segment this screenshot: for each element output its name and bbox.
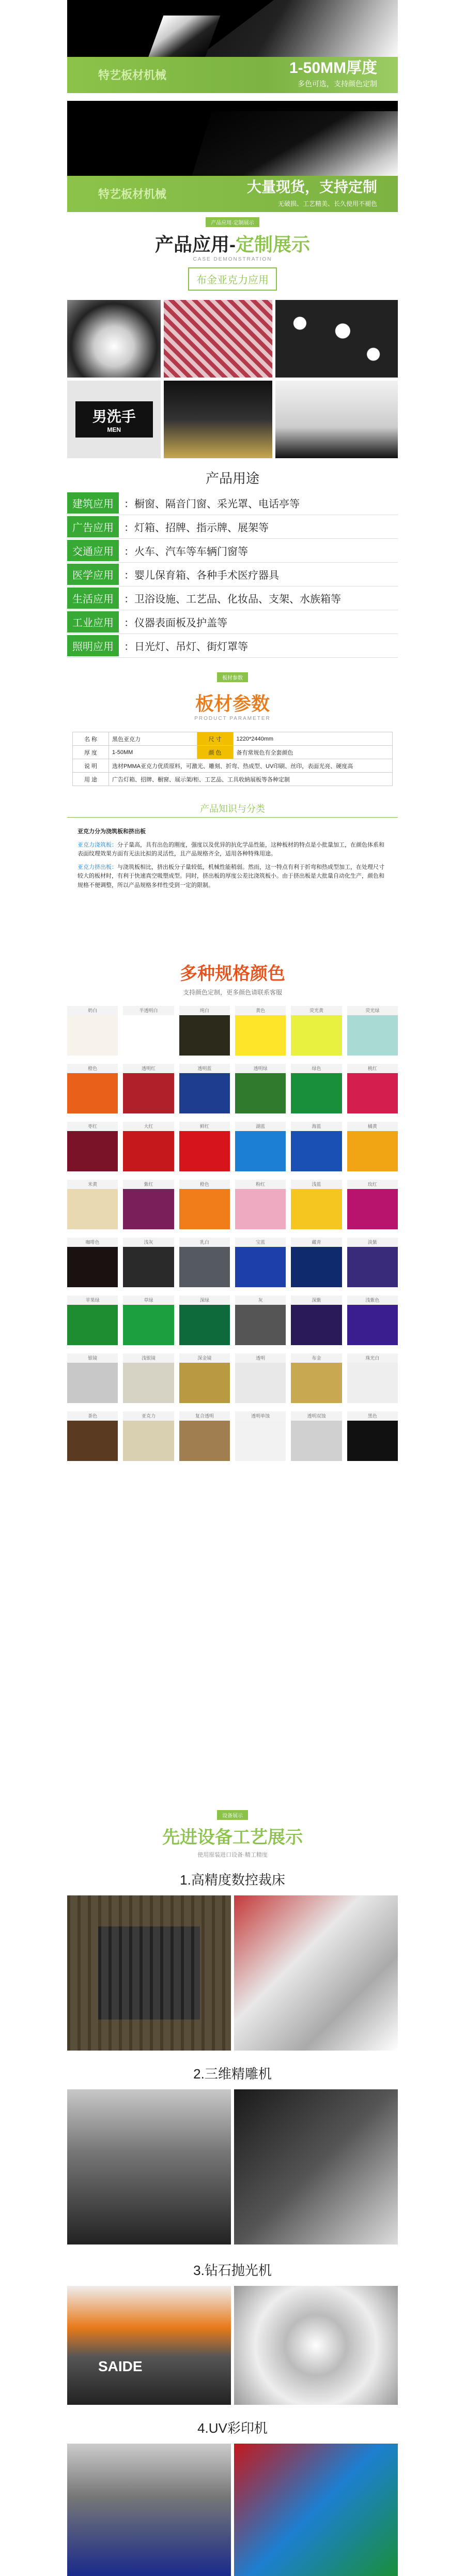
black-sheet-photo <box>191 111 398 178</box>
color-swatch-sample <box>67 1189 118 1229</box>
color-swatch-label: 荧光黄 <box>291 1006 342 1015</box>
knowledge-title: 产品知识与分类 <box>67 802 398 818</box>
color-swatch <box>291 1295 342 1345</box>
color-swatch <box>123 1353 174 1403</box>
color-swatch-label: 玫红 <box>347 1180 398 1189</box>
color-swatch <box>347 1295 398 1345</box>
color-swatch-sample <box>67 1131 118 1171</box>
cut-sheets-photo <box>234 1895 398 2051</box>
color-swatch-sample <box>235 1015 286 1056</box>
color-swatch-sample <box>235 1363 286 1403</box>
color-swatch-label: 紫红 <box>123 1180 174 1189</box>
saide-brand-text: SAIDE <box>98 2358 143 2374</box>
color-swatch-label: 透明 <box>235 1353 286 1363</box>
color-swatch-sample <box>123 1363 174 1403</box>
color-swatch-sample <box>123 1073 174 1113</box>
color-swatch <box>347 1122 398 1171</box>
dome-photo <box>67 300 161 378</box>
params-english: PRODUCT PARAMETER <box>194 716 271 721</box>
color-swatch-sample <box>67 1305 118 1345</box>
hero-logo-2: 特艺板材机械 <box>98 188 167 201</box>
color-swatch <box>291 1411 342 1461</box>
color-swatch-sample <box>235 1131 286 1171</box>
color-swatch-sample <box>123 1305 174 1345</box>
step-2-title: 2.三维精雕机 <box>193 2066 272 2082</box>
color-swatch-label: 深金镜 <box>179 1353 230 1363</box>
color-swatch-label: 淡紫 <box>347 1238 398 1247</box>
color-swatch-sample <box>235 1189 286 1229</box>
params-header <box>0 672 465 721</box>
color-swatch <box>291 1353 342 1403</box>
color-swatch <box>235 1295 286 1345</box>
color-swatch-label: 复合透明 <box>179 1411 230 1421</box>
color-swatch <box>235 1006 286 1056</box>
color-swatch-label: 湖蓝 <box>235 1122 286 1131</box>
hero-subtitle-2: 无破损、工艺精美、长久使用不褪色 <box>277 200 377 207</box>
color-swatch-label: 大红 <box>123 1122 174 1131</box>
color-swatch <box>291 1006 342 1056</box>
color-swatch <box>179 1122 230 1171</box>
color-swatch-sample <box>123 1015 174 1056</box>
color-swatch-label: 灰 <box>235 1295 286 1305</box>
color-swatch-label: 藏青 <box>291 1238 342 1247</box>
color-swatch <box>347 1353 398 1403</box>
use-row: 医学应用 ：婴儿保育箱、各种手术医疗器具 <box>67 563 398 586</box>
color-swatch-sample <box>347 1189 398 1229</box>
color-swatch-label: 亚克力 <box>123 1411 174 1421</box>
color-swatch-sample <box>291 1131 342 1171</box>
color-swatch <box>67 1006 118 1056</box>
color-swatch-sample <box>179 1189 230 1229</box>
color-swatch-grid <box>67 1006 398 1461</box>
colors-subtitle: 支持颜色定制，更多颜色请联系客服 <box>182 989 282 996</box>
use-row: 建筑应用 ：橱窗、隔音门窗、采光罩、电话亭等 <box>67 491 398 515</box>
color-swatch-sample <box>291 1363 342 1403</box>
section-tag: 设备展示 <box>217 1810 248 1820</box>
color-swatch-label: 绿色 <box>291 1064 342 1073</box>
color-swatch <box>123 1295 174 1345</box>
color-swatch-label: 透明红 <box>123 1064 174 1073</box>
step-3-title: 3.钻石抛光机 <box>193 2263 272 2278</box>
knowledge-header <box>0 802 465 818</box>
uv-printer-photo <box>67 2444 231 2576</box>
color-swatch-label: 鲜红 <box>179 1122 230 1131</box>
color-swatch-sample <box>123 1247 174 1287</box>
color-swatch-sample <box>179 1305 230 1345</box>
engraving-machine-photo <box>67 2089 231 2244</box>
color-swatch-label: 乳白 <box>179 1238 230 1247</box>
uses-list <box>67 491 398 658</box>
color-swatch <box>347 1006 398 1056</box>
cnc-cut-photo <box>67 1895 231 2051</box>
color-swatch-sample <box>67 1421 118 1461</box>
color-swatch <box>123 1411 174 1461</box>
color-swatch-sample <box>291 1247 342 1287</box>
display-stand-photo <box>164 381 272 458</box>
color-swatch <box>347 1238 398 1287</box>
application-english: CASE DEMONSTRATION <box>193 257 272 262</box>
color-swatch-sample <box>291 1421 342 1461</box>
color-swatch-label: 深紫 <box>291 1295 342 1305</box>
pattern-panel-photo <box>164 300 272 378</box>
application-photos <box>67 300 398 458</box>
color-swatch <box>67 1295 118 1345</box>
color-swatch-sample <box>235 1073 286 1113</box>
acrylic-sheet-photo <box>191 0 398 62</box>
color-swatch-sample <box>67 1073 118 1113</box>
color-swatch-sample <box>179 1363 230 1403</box>
color-swatch-sample <box>291 1073 342 1113</box>
color-swatch-sample <box>291 1189 342 1229</box>
use-row: 交通应用 ：火车、汽车等车辆门窗等 <box>67 539 398 563</box>
color-swatch-label: 珠光白 <box>347 1353 398 1363</box>
color-swatch-label: 茶色 <box>67 1411 118 1421</box>
color-swatch <box>67 1411 118 1461</box>
color-swatch-sample <box>347 1247 398 1287</box>
color-swatch <box>235 1238 286 1287</box>
color-swatch-label: 纯白 <box>179 1006 230 1015</box>
application-title: 产品应用-定制展示 <box>154 234 310 255</box>
step-4-title: 4.UV彩印机 <box>197 2420 268 2436</box>
restroom-sign: 男洗手 MEN <box>75 401 153 438</box>
color-swatch <box>235 1064 286 1113</box>
color-swatch-label: 咖啡色 <box>67 1238 118 1247</box>
color-swatch-label: 半透明白 <box>123 1006 174 1015</box>
color-swatch-label: 浅银镜 <box>123 1353 174 1363</box>
params-title: 板材参数 <box>195 693 270 714</box>
colors-header <box>0 959 465 997</box>
color-swatch <box>179 1006 230 1056</box>
color-swatch <box>235 1411 286 1461</box>
color-swatch-sample <box>179 1073 230 1113</box>
application-pill: 布金亚克力应用 <box>188 267 277 291</box>
color-swatch-label: 橙色 <box>67 1064 118 1073</box>
color-swatch-sample <box>67 1015 118 1056</box>
use-row: 广告应用 ：灯箱、招牌、指示牌、展架等 <box>67 515 398 539</box>
color-swatch <box>67 1180 118 1229</box>
color-swatch-label: 浅蓝 <box>291 1180 342 1189</box>
color-swatch-sample <box>347 1305 398 1345</box>
process-header <box>0 1810 465 1859</box>
hero-subtitle: 多色可选，支持颜色定制 <box>298 80 377 88</box>
polishing-machine-photo <box>67 2286 231 2405</box>
application-section-header <box>0 217 465 291</box>
color-swatch <box>123 1064 174 1113</box>
color-swatch-label: 橙色 <box>179 1180 230 1189</box>
color-swatch-label: 透明双蚀 <box>291 1411 342 1421</box>
color-swatch <box>347 1180 398 1229</box>
section-tag: 板材参数 <box>217 672 248 682</box>
color-swatch-sample <box>179 1247 230 1287</box>
hero-banner-1 <box>67 0 398 93</box>
color-swatch <box>291 1180 342 1229</box>
color-swatch-sample <box>347 1421 398 1461</box>
color-swatch-label: 草绿 <box>123 1295 174 1305</box>
color-swatch-label: 布金 <box>291 1353 342 1363</box>
color-swatch <box>235 1180 286 1229</box>
use-row: 生活应用 ：卫浴设施、工艺品、化妆品、支架、水族箱等 <box>67 586 398 610</box>
color-swatch-label: 深绿 <box>179 1295 230 1305</box>
color-swatch-label: 海蓝 <box>291 1122 342 1131</box>
color-swatch-label: 浅紫色 <box>347 1295 398 1305</box>
use-row: 照明应用 ：日光灯、吊灯、街灯罩等 <box>67 634 398 658</box>
art-panel-photo <box>275 300 398 378</box>
color-swatch <box>179 1295 230 1345</box>
color-swatch <box>291 1064 342 1113</box>
color-swatch-label: 枣红 <box>67 1122 118 1131</box>
color-swatch-sample <box>123 1131 174 1171</box>
color-swatch <box>123 1180 174 1229</box>
color-swatch <box>67 1353 118 1403</box>
process-title: 先进设备工艺展示 <box>162 1828 303 1847</box>
color-swatch-sample <box>291 1015 342 1056</box>
color-swatch <box>235 1122 286 1171</box>
color-swatch-label: 苹果绿 <box>67 1295 118 1305</box>
colors-title: 多种规格颜色 <box>180 964 285 984</box>
color-swatch-sample <box>291 1305 342 1345</box>
color-swatch <box>67 1238 118 1287</box>
color-swatch-label: 透明单蚀 <box>235 1411 286 1421</box>
color-swatch <box>123 1238 174 1287</box>
engraving-closeup-photo <box>234 2089 398 2244</box>
color-swatch-label: 粉红 <box>235 1180 286 1189</box>
step-1-photos <box>67 1895 398 2051</box>
color-swatch-label: 宝蓝 <box>235 1238 286 1247</box>
hero-title-2: 大量现货，支持定制 <box>246 179 377 195</box>
uv-printed-cards-photo <box>234 2444 398 2576</box>
color-swatch <box>179 1238 230 1287</box>
params-table: 名 称 黑色亚克力 尺 寸 1220*2440mm 厚 度 1-50MM 颜 色 备有常规色有全套颜色 说 明 选材PMMA亚克力优质原料，可激光、雕刻、折弯、热成型、UV印刷、丝印，表面光亮、硬度高 用 途 广告灯箱、招牌、橱窗、展示架/柜、工艺品、工具收納展板等各种定制 <box>72 732 393 786</box>
color-swatch <box>347 1411 398 1461</box>
color-swatch-sample <box>347 1131 398 1171</box>
color-swatch-sample <box>123 1421 174 1461</box>
color-swatch-sample <box>347 1015 398 1056</box>
color-swatch-sample <box>123 1189 174 1229</box>
color-swatch <box>123 1006 174 1056</box>
color-swatch-sample <box>67 1363 118 1403</box>
color-swatch-label: 黑色 <box>347 1411 398 1421</box>
color-swatch <box>67 1122 118 1171</box>
color-swatch-sample <box>235 1247 286 1287</box>
step-1-title: 1.高精度数控裁床 <box>180 1872 285 1888</box>
color-swatch <box>179 1411 230 1461</box>
color-swatch-sample <box>235 1305 286 1345</box>
color-swatch <box>179 1353 230 1403</box>
knowledge-head: 亚克力分为浇筑板和挤出板 <box>78 828 146 835</box>
color-swatch <box>179 1180 230 1229</box>
hero-logo: 特艺板材机械 <box>98 69 167 82</box>
color-swatch-sample <box>347 1363 398 1403</box>
color-swatch-label: 荧光绿 <box>347 1006 398 1015</box>
color-swatch-label: 黄色 <box>235 1006 286 1015</box>
color-swatch <box>291 1122 342 1171</box>
step-3-photos <box>67 2286 398 2405</box>
step-4-photos <box>67 2444 398 2576</box>
step-2-photos <box>67 2089 398 2244</box>
hero-banner-2 <box>67 101 398 212</box>
color-swatch-label: 浅灰 <box>123 1238 174 1247</box>
cosmetic-stand-photo <box>275 381 398 458</box>
color-swatch-sample <box>235 1421 286 1461</box>
color-swatch-sample <box>67 1247 118 1287</box>
hero-title: 1-50MM厚度 <box>289 59 377 77</box>
restroom-sign-photo <box>67 381 161 458</box>
color-swatch <box>179 1064 230 1113</box>
color-swatch-label: 银镜 <box>67 1353 118 1363</box>
process-subtitle: 使用原装进口设备·精工精度 <box>197 1852 268 1858</box>
color-swatch <box>291 1238 342 1287</box>
color-swatch <box>67 1064 118 1113</box>
color-swatch-sample <box>179 1015 230 1056</box>
knowledge-text: 亚克力分为浇筑板和挤出板 亚克力浇筑板：分子量高，具有出色的刚度，强度以及优异的抗化学品性能，这种板材的特点是小批量加工，在颜色体系和表面纹理效果方面有无法比拟的灵活性，且产品规格齐全，适用各种特殊用途。 亚克力挤出板：与浇筑板相比，挤出板分子量较低，机械性能稍弱。然而，这一特点有利于折弯和热成型加工，在处理尺寸较大的板材时，有利于快速真空吸塑成型。同时，挤出板的厚度公差比浇筑板小。由于挤出板是大批量自动化生产，颜色和规格不便调整，所以产品规格多样性受到一定的限制。 <box>78 827 388 891</box>
section-tag: 产品应用·定制展示 <box>206 217 259 227</box>
color-swatch-sample <box>179 1421 230 1461</box>
use-row: 工业应用 ：仪器表面板及护盖等 <box>67 610 398 634</box>
color-swatch-label: 透明蓝 <box>179 1064 230 1073</box>
polished-edges-photo <box>234 2286 398 2405</box>
color-swatch-label: 橘黄 <box>347 1122 398 1131</box>
color-swatch <box>123 1122 174 1171</box>
color-swatch-sample <box>179 1131 230 1171</box>
color-swatch-label: 奶白 <box>67 1006 118 1015</box>
color-swatch-label: 透明绿 <box>235 1064 286 1073</box>
uses-heading: 产品用途 <box>205 471 259 486</box>
color-swatch-label: 米黄 <box>67 1180 118 1189</box>
color-swatch <box>347 1064 398 1113</box>
color-swatch-sample <box>347 1073 398 1113</box>
color-swatch-label: 桃红 <box>347 1064 398 1073</box>
color-swatch <box>235 1353 286 1403</box>
